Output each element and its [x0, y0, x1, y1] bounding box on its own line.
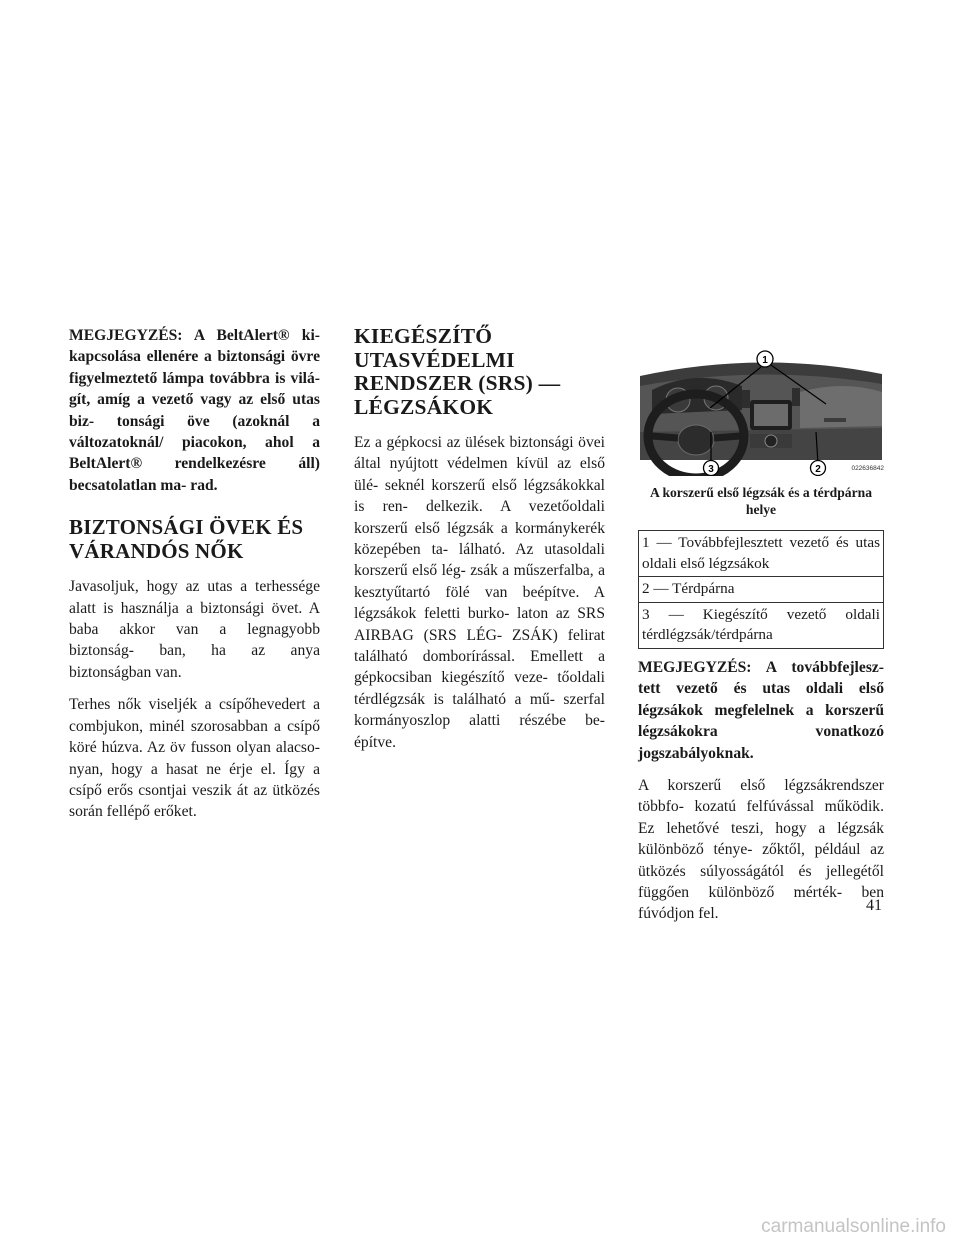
table-row: [639, 577, 884, 603]
airbag-location-figure: [638, 340, 884, 476]
figure-code: 022636842: [851, 465, 884, 472]
left-column: [69, 325, 320, 834]
srs-airbags-heading: KIEGÉSZÍTŐ UTASVÉDELMI RENDSZER (SRS) — LÉGZSÁKOK: [354, 324, 561, 419]
watermark: carmanualsonline.info: [761, 1216, 946, 1237]
callout-3: [704, 461, 719, 476]
pregnant-women-paragraph-2: Terhes nők viseljék a csípőhevedert a combjukon, minél szorosabban a csípő köré húzva. Az öv fusson olyan alacso- nyan, hogy a hasat ne érje el. Így a csípő erős csontjai veszik át az ütközés során fellépő erőket.: [69, 696, 320, 821]
figure-caption: A korszerű első légzsák és a térdpárna helye: [649, 485, 872, 517]
svg-text:2: 2: [815, 464, 821, 475]
callout-1: [757, 351, 773, 367]
svg-text:1: 1: [762, 355, 768, 366]
callout-legend-table: [638, 530, 884, 649]
beltalert-note: MEGJEGYZÉS: A BeltAlert® ki- kapcsolása ellenére a biztonsági övre figyelmeztető lámpa továbbra is vilá- gít, amíg a vezető vagy az első utas biz- tonsági öve (azoknál a változatoknál/ piacokon, ahol a BeltAlert® rendelkezésre áll) becsatolatlan ma- rad.: [69, 327, 320, 494]
middle-column: [354, 325, 605, 764]
pregnant-women-heading: BIZTONSÁGI ÖVEK ÉS VÁRANDÓS NŐK: [69, 515, 304, 563]
table-row: [639, 602, 884, 648]
page-number: 41: [866, 897, 882, 914]
srs-airbags-paragraph: Ez a gépkocsi az ülések biztonsági övei által nyújtott védelmen kívül az első ülé- seknél korszerű első légzsákokkal is ren- delkezik. A vezetőoldali korszerű első légzsák a kormánykerék közepében ta- lálható. Az utasoldali korszerű első lég- zsák a műszerfalba, a kesztyűtartó fölé van beépítve. A légzsákok feletti burko- laton az SRS AIRBAG (SRS LÉG- ZSÁK) felirat található domborírással. Emellett a gépkocsiban kiegészítő veze- tőoldali térdlégzsák is található a mű- szerfal kormányoszlop alatti részébe be- építve.: [354, 434, 605, 751]
legend-item-3: 3 — Kiegészítő vezető oldali térdlégzsák/térdpárna: [639, 602, 884, 648]
airbag-regulation-note: MEGJEGYZÉS: A továbbfejlesz- tett vezető és utas oldali első légzsákok megfelelnek a korszerű légzsákokra vonatkozó jogszabályoknak.: [638, 658, 884, 762]
dashboard-illustration: [638, 340, 884, 476]
multistage-airbag-paragraph: A korszerű első légzsákrendszer többfo- kozatú felfúvással működik. Ez lehetővé teszi, hogy a légzsák különböző ténye- zőktől, például az ütközés súlyosságától és jellegétől függően különböző mérték- ben fúvódjon fel.: [638, 777, 884, 923]
callout-2: [811, 461, 826, 476]
table-row: [639, 531, 884, 577]
legend-item-2: 2 — Térdpárna: [639, 577, 884, 603]
right-column: [638, 340, 884, 936]
legend-item-1: 1 — Továbbfejlesztett vezető és utas oldali első légzsákok: [639, 531, 884, 577]
svg-text:3: 3: [708, 464, 714, 475]
pregnant-women-paragraph-1: Javasoljuk, hogy az utas a terhessége alatt is használja a biztonsági övet. A baba akkor van a legnagyobb biztonság- ban, ha az anya biztonságban van.: [69, 578, 320, 681]
